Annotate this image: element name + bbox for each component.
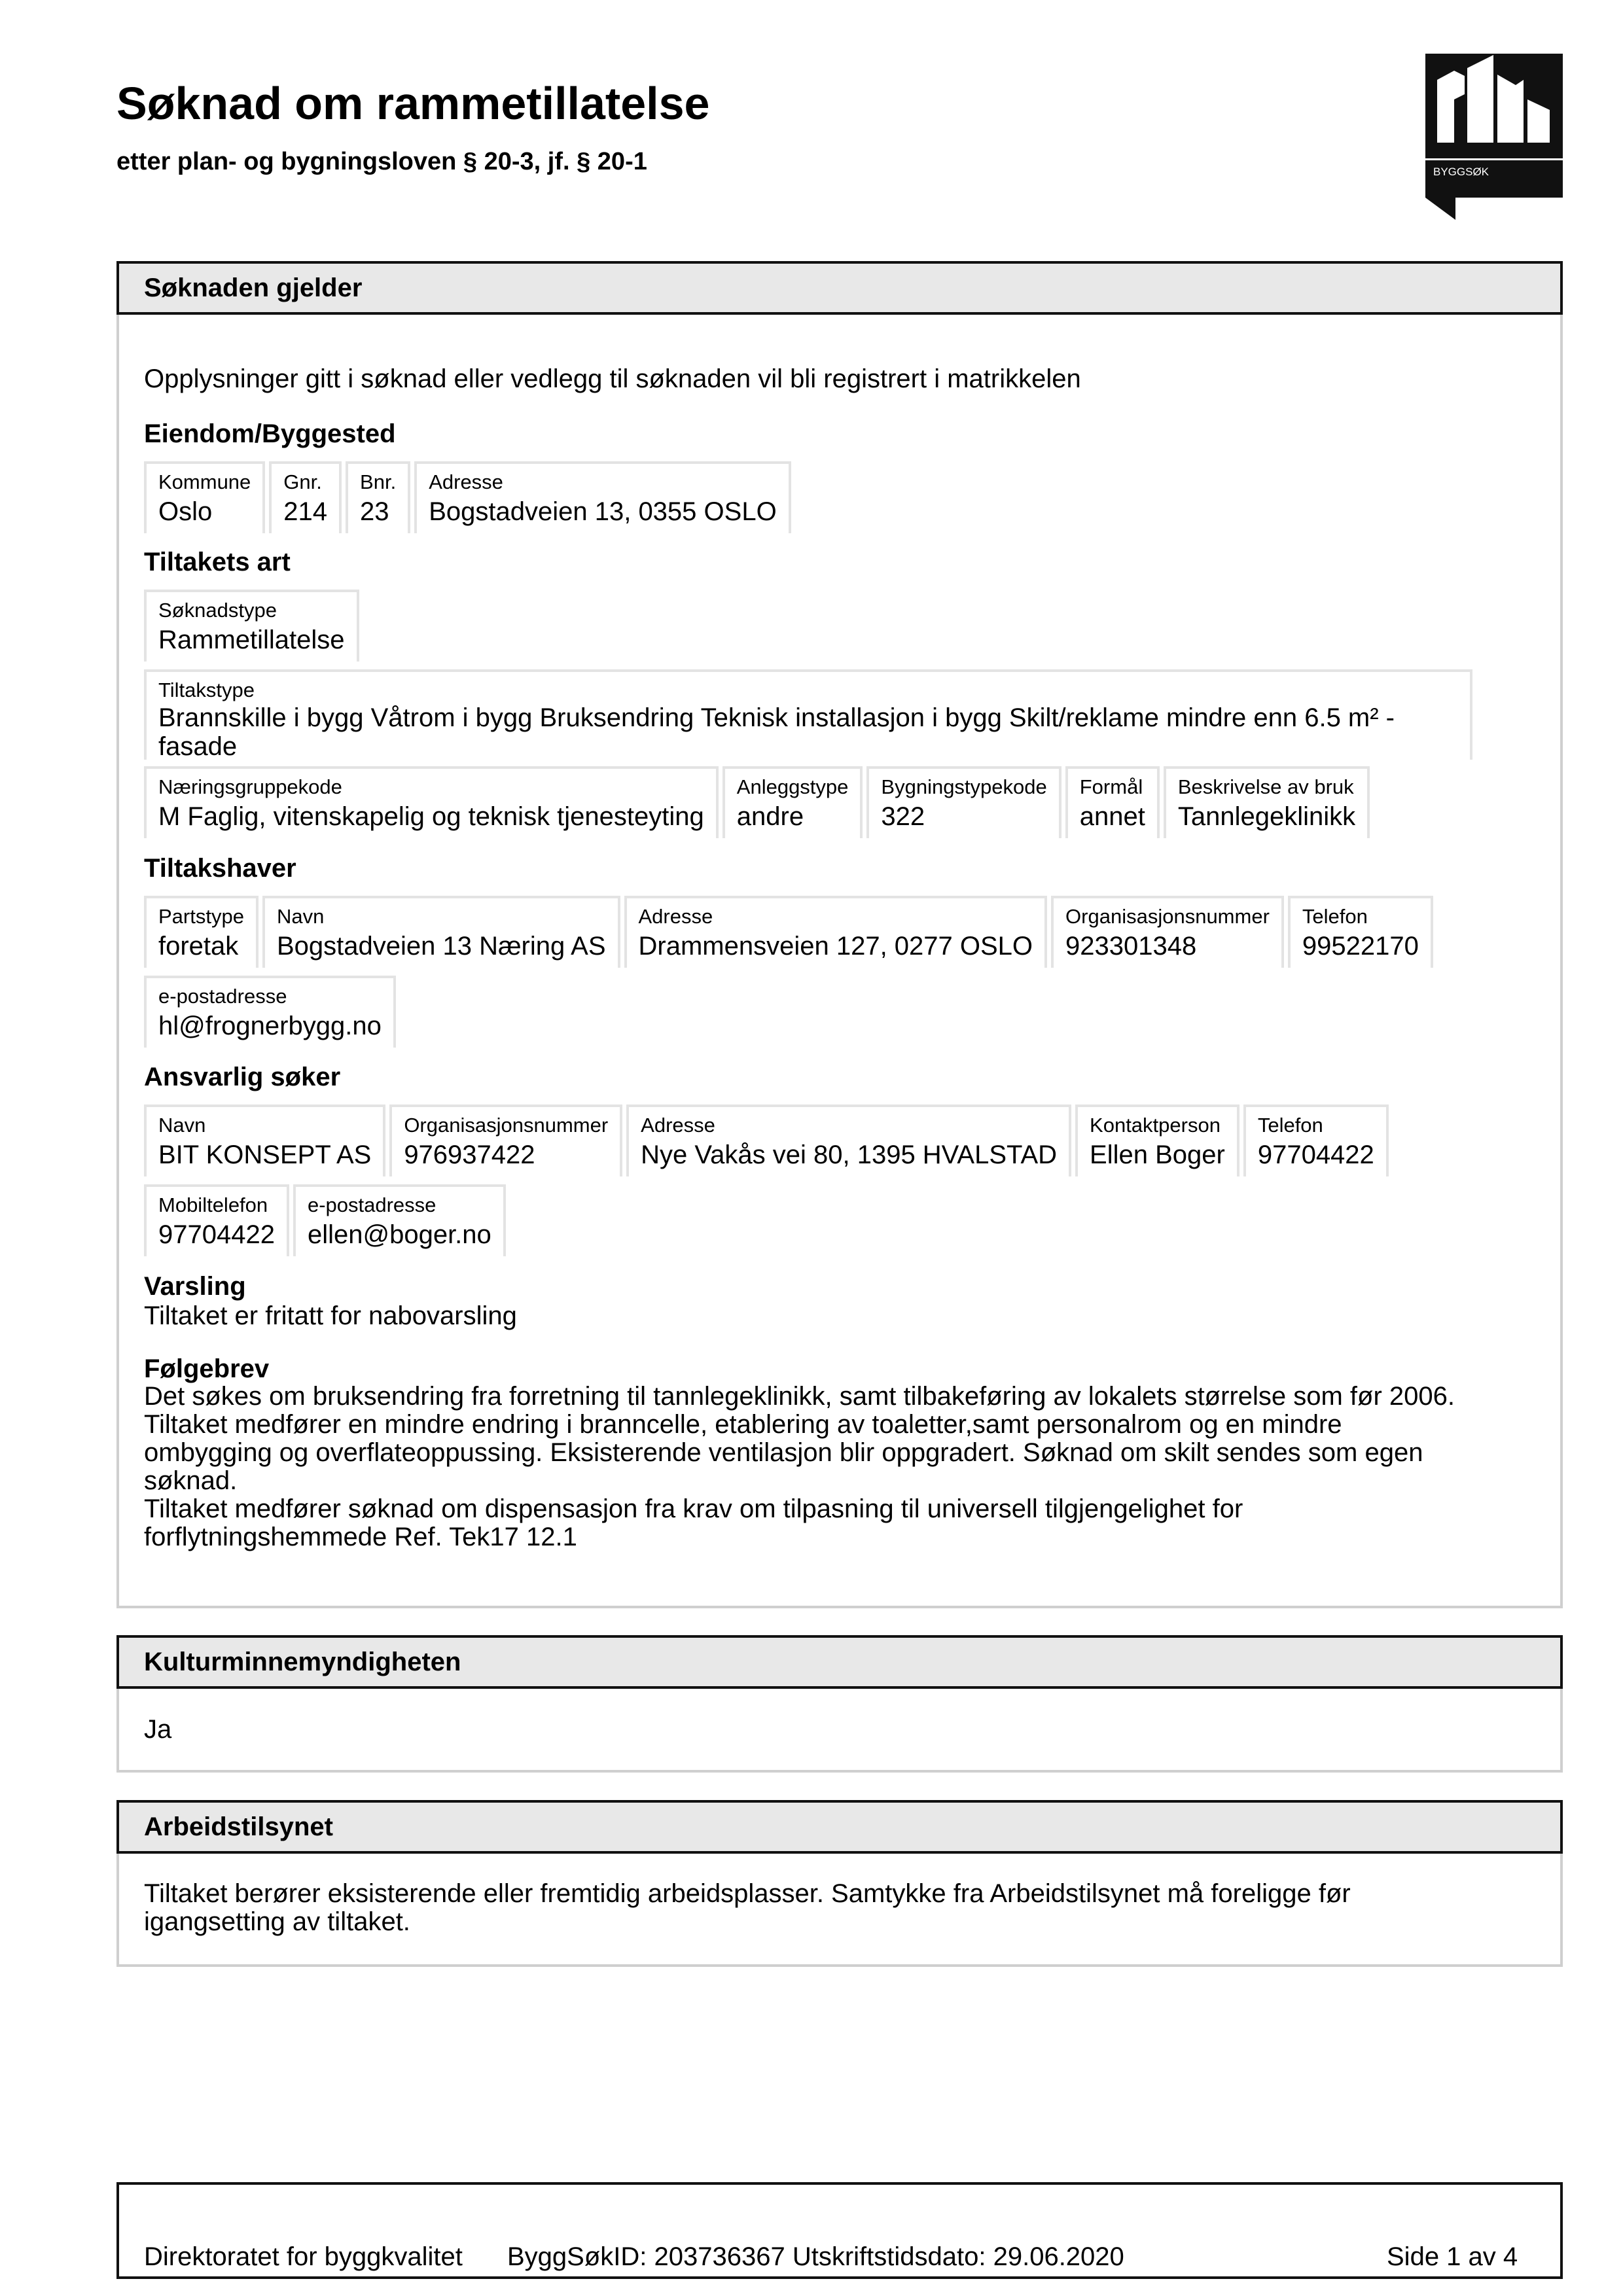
section-kulturminnemyndigheten [116, 1635, 1563, 1773]
field-label: Tiltakstype [158, 679, 255, 701]
field-label: Beskrivelse av bruk [1177, 775, 1354, 798]
field-value: 214 [283, 497, 328, 526]
field-soknadstype [144, 590, 359, 662]
field-value: 322 [881, 802, 925, 831]
logo-text: BYGGSØK [1433, 166, 1489, 178]
field-label: Adresse [641, 1114, 715, 1137]
varsling-text: Tiltaket er fritatt for nabovarsling [144, 1301, 517, 1330]
field-e-postadresse [293, 1184, 506, 1256]
field-navn [262, 896, 620, 968]
field-value: BIT KONSEPT AS [158, 1140, 372, 1169]
field-value: 97704422 [1257, 1140, 1374, 1169]
tiltakshaver-epost-fields [144, 976, 400, 1048]
section-header-soknaden-gjelder: Søknaden gjelder [116, 261, 1563, 315]
field-value: Nye Vakås vei 80, 1395 HVALSTAD [641, 1140, 1058, 1169]
field-tiltakstype [144, 669, 1472, 760]
folgebrev-line: Det søkes om bruksendring fra forretning til tannlegeklinikk, samt tilbakeføring av lokalets størrelse som før 2006. [144, 1382, 1455, 1411]
page-title: Søknad om rammetillatelse [116, 78, 710, 129]
field-value: foretak [158, 932, 239, 961]
arbeidstilsynet-text [144, 1880, 1351, 1936]
heading-tiltakshaver: Tiltakshaver [144, 854, 296, 883]
kulturminne-answer: Ja [144, 1715, 172, 1744]
field-label: Søknadstype [158, 599, 277, 622]
field-value: 23 [360, 497, 389, 526]
field-organisasjonsnummer [1051, 896, 1284, 968]
field-value: 976937422 [404, 1140, 535, 1169]
field-label: Organisasjonsnummer [404, 1114, 609, 1137]
field-organisasjonsnummer [389, 1104, 622, 1176]
folgebrev-text [144, 1383, 1455, 1551]
field-label: Telefon [1302, 905, 1368, 928]
field-label: Næringsgruppekode [158, 775, 342, 798]
field-label: Navn [158, 1114, 206, 1137]
field-label: e-postadresse [307, 1193, 437, 1216]
arbeidstilsynet-line: igangsetting av tiltaket. [144, 1907, 410, 1936]
field-gnr [269, 461, 342, 533]
field-adresse [624, 896, 1048, 968]
field-label: Kommune [158, 470, 251, 493]
field-value: Oslo [158, 497, 213, 526]
section-arbeidstilsynet [116, 1800, 1563, 1967]
field-adresse [414, 461, 791, 533]
field-value: Bogstadveien 13, 0355 OSLO [429, 497, 777, 526]
field-value: Rammetillatelse [158, 626, 345, 654]
field-value: Brannskille i bygg Våtrom i bygg Bruksendring Teknisk installasjon i bygg Skilt/reklame mindre enn 6.5 m² - fasade [158, 703, 1395, 761]
eiendom-fields [144, 461, 795, 533]
field-anleggstype [722, 766, 863, 838]
field-value: annet [1079, 802, 1145, 831]
section-soknaden-gjelder [116, 261, 1563, 1608]
field-naeringsgruppekode [144, 766, 719, 838]
field-value: Ellen Boger [1090, 1140, 1225, 1169]
field-label: Adresse [429, 470, 503, 493]
field-bygningstypekode [866, 766, 1061, 838]
folgebrev-line: ombygging og overflateoppussing. Eksisterende ventilasjon blir oppgradert. Søknad om skilt sendes som egen [144, 1438, 1423, 1467]
folgebrev-line: søknad. [144, 1466, 238, 1495]
section-header-arbeidstilsynet: Arbeidstilsynet [116, 1800, 1563, 1854]
field-label: Kontaktperson [1090, 1114, 1221, 1137]
field-value: Tannlegeklinikk [1177, 802, 1356, 831]
matrikkel-intro: Opplysninger gitt i søknad eller vedlegg til søknaden vil bli registrert i matrikkelen [144, 364, 1081, 393]
field-label: Gnr. [283, 470, 322, 493]
folgebrev-line: forflytningshemmede Ref. Tek17 12.1 [144, 1523, 577, 1551]
field-beskrivelse-av-bruk [1164, 766, 1370, 838]
page-subtitle: etter plan- og bygningsloven § 20-3, jf. § 20-1 [116, 148, 647, 175]
soknadstype-fields [144, 590, 363, 662]
field-label: Formål [1079, 775, 1143, 798]
heading-eiendom: Eiendom/Byggested [144, 419, 396, 448]
field-value: Bogstadveien 13 Næring AS [276, 932, 606, 961]
field-label: Anleggstype [736, 775, 849, 798]
field-label: Organisasjonsnummer [1065, 905, 1270, 928]
field-value: 99522170 [1302, 932, 1419, 961]
field-value: 97704422 [158, 1220, 275, 1249]
field-adresse [626, 1104, 1071, 1176]
field-label: Adresse [638, 905, 713, 928]
field-telefon [1243, 1104, 1389, 1176]
heading-varsling: Varsling [144, 1272, 246, 1301]
field-label: Navn [276, 905, 325, 928]
field-value: hl@frognerbygg.no [158, 1012, 382, 1040]
field-label: Bygningstypekode [881, 775, 1047, 798]
folgebrev-line: Tiltaket medfører søknad om dispensasjon fra krav om tilpasning til universell tilgjengelighet for [144, 1494, 1243, 1523]
field-bnr [346, 461, 410, 533]
field-telefon [1288, 896, 1433, 968]
field-kontaktperson [1075, 1104, 1240, 1176]
field-label: Bnr. [360, 470, 397, 493]
field-value: andre [736, 802, 804, 831]
field-value: M Faglig, vitenskapelig og teknisk tjenesteyting [158, 802, 704, 831]
ansvarlig-soker-fields [144, 1104, 1393, 1176]
footer-byggsok-id: ByggSøkID: 203736367 Utskriftstidsdato: 29.06.2020 [507, 2242, 1124, 2271]
field-label: e-postadresse [158, 985, 287, 1008]
field-partstype [144, 896, 259, 968]
field-formal [1065, 766, 1160, 838]
field-label: Mobiltelefon [158, 1193, 268, 1216]
footer-organization: Direktoratet for byggkvalitet [144, 2242, 463, 2271]
footer-page-number: Side 1 av 4 [1387, 2242, 1518, 2271]
page-footer [116, 2182, 1563, 2279]
tiltakstype-fields [144, 669, 1476, 760]
field-mobiltelefon [144, 1184, 289, 1256]
folgebrev-line: Tiltaket medfører en mindre endring i branncelle, etablering av toaletter,samt personalrom og en mindre [144, 1410, 1342, 1439]
field-value: ellen@boger.no [307, 1220, 491, 1249]
heading-tiltakets-art: Tiltakets art [144, 548, 291, 576]
field-value: 923301348 [1065, 932, 1197, 961]
heading-folgebrev: Følgebrev [144, 1354, 270, 1383]
ansvarlig-soker-fields-2 [144, 1184, 510, 1256]
field-e-postadresse [144, 976, 396, 1048]
field-value: Drammensveien 127, 0277 OSLO [638, 932, 1033, 961]
heading-ansvarlig-soker: Ansvarlig søker [144, 1063, 341, 1091]
field-kommune [144, 461, 265, 533]
byggsok-logo-icon [1425, 54, 1563, 220]
naering-fields [144, 766, 1374, 838]
section-header-kulturminnemyndigheten: Kulturminnemyndigheten [116, 1635, 1563, 1689]
field-label: Partstype [158, 905, 244, 928]
field-label: Telefon [1257, 1114, 1323, 1137]
tiltakshaver-fields [144, 896, 1437, 968]
arbeidstilsynet-line: Tiltaket berører eksisterende eller fremtidig arbeidsplasser. Samtykke fra Arbeidstilsynet må foreligge før [144, 1879, 1351, 1908]
field-navn [144, 1104, 385, 1176]
